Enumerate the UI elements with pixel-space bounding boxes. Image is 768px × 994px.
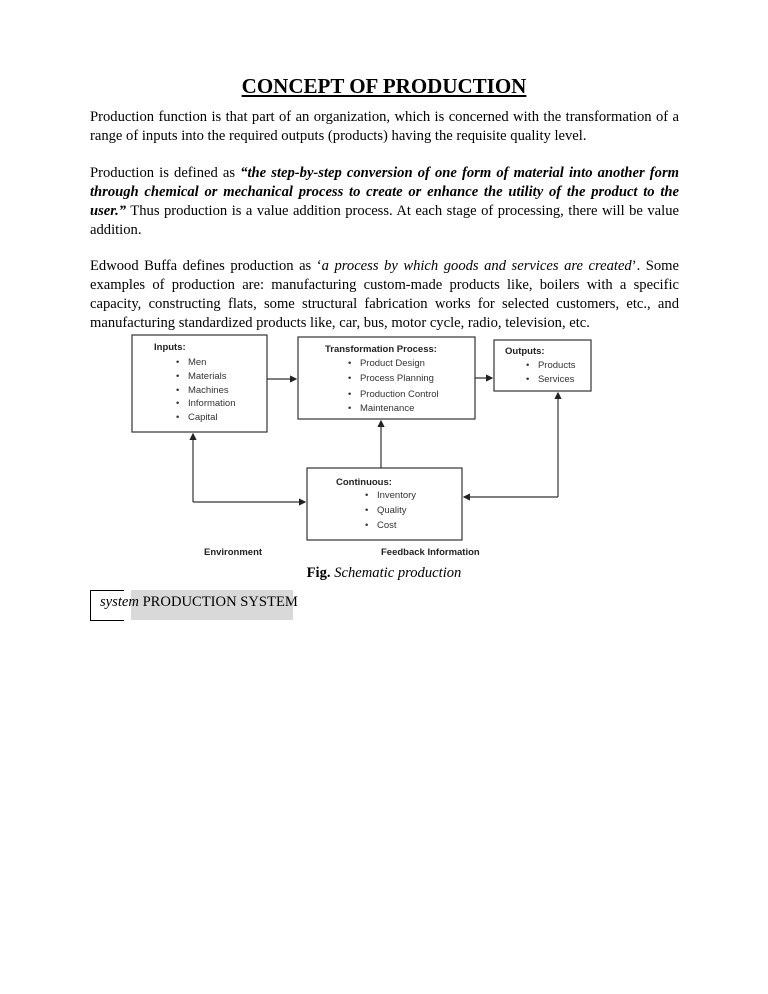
svg-text:• Product Design: • Product Design xyxy=(348,358,425,369)
text: Edwood Buffa defines production as ‘ xyxy=(90,258,322,274)
caption-text: Schematic production xyxy=(330,565,462,581)
transformation-heading: Transformation Process: xyxy=(325,344,437,355)
text: Thus production is a value addition process. At each stage of processing, there will be value addition. xyxy=(90,203,679,238)
svg-text:• Men: • Men xyxy=(176,357,207,368)
svg-text:• Services: • Services xyxy=(526,374,575,385)
svg-text:• Process Planning: • Process Planning xyxy=(348,373,434,384)
text: ’. Some examples of production are: manufacturing custom-made products like, boilers with a specific capacity, constructing flats, some structural fabrication works for selected customers, etc., and manufacturing standardized products like, car, bus, motor cycle, radio, television, etc. xyxy=(90,258,680,331)
text: Production is defined as xyxy=(90,165,241,181)
svg-text:• Cost: • Cost xyxy=(365,520,397,531)
continuous-list xyxy=(365,490,416,531)
caption-label: Fig. xyxy=(306,565,331,581)
svg-text:• Capital: • Capital xyxy=(176,412,218,423)
paragraph-definition: Production function is that part of an organization, which is concerned with the transformation of a range of inputs into the required outputs (products) having the requisite quality level. xyxy=(90,109,679,144)
quote: “the step-by-step conversion of one form of material into another form through chemical or mechanical process to create or enhance the utility of the product to the user.” xyxy=(90,165,679,219)
svg-text:• Products: • Products xyxy=(526,360,576,371)
svg-text:• Production Control: • Production Control xyxy=(348,389,439,400)
svg-text:• Inventory: • Inventory xyxy=(365,490,417,501)
feedback-label: Feedback Information xyxy=(381,547,480,558)
continuous-heading: Continuous: xyxy=(336,477,392,488)
footer-italic: system xyxy=(100,594,139,610)
transformation-list xyxy=(348,358,439,414)
svg-text:• Quality: • Quality xyxy=(365,505,407,516)
outputs-heading: Outputs: xyxy=(505,346,545,357)
svg-text:• Materials: • Materials xyxy=(176,371,227,382)
section-heading xyxy=(100,594,298,611)
quote: a process by which goods and services are created xyxy=(321,258,632,274)
inputs-heading: Inputs: xyxy=(154,342,186,353)
environment-label: Environment xyxy=(204,547,263,558)
svg-text:• Maintenance: • Maintenance xyxy=(348,403,415,414)
page-title: CONCEPT OF PRODUCTION xyxy=(241,74,527,98)
footer-text: PRODUCTION SYSTEM xyxy=(138,594,298,610)
svg-text:• Information: • Information xyxy=(176,398,236,409)
outputs-list xyxy=(526,360,576,385)
inputs-list xyxy=(176,357,236,423)
figure-caption xyxy=(0,565,768,582)
svg-text:• Machines: • Machines xyxy=(176,385,229,396)
